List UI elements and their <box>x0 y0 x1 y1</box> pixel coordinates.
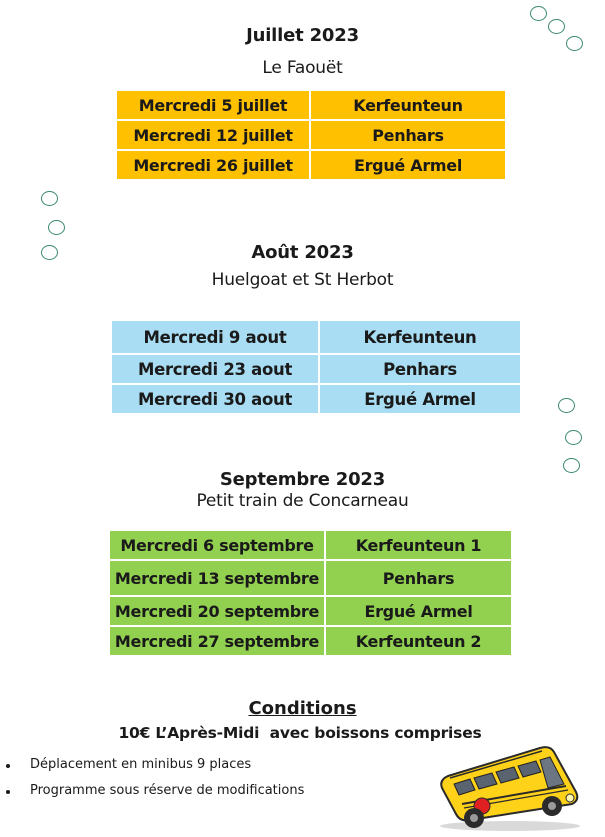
place-cell: Ergué Armel <box>310 150 506 180</box>
schedule-table-july <box>115 89 507 181</box>
conditions-title: Conditions <box>248 698 357 719</box>
table-row <box>116 90 506 120</box>
section-title-august: Août 2023 <box>251 242 354 263</box>
table-row <box>109 626 512 656</box>
table-row <box>111 354 521 384</box>
place-cell: Penhars <box>310 120 506 150</box>
list-item <box>0 752 304 778</box>
date-cell: Mercredi 6 septembre <box>109 530 325 560</box>
list-item <box>0 778 304 804</box>
place-cell: Ergué Armel <box>325 596 512 626</box>
place-cell: Ergué Armel <box>319 384 521 414</box>
table-row <box>111 320 521 354</box>
table-row <box>116 120 506 150</box>
date-cell: Mercredi 20 septembre <box>109 596 325 626</box>
date-cell: Mercredi 30 aout <box>111 384 319 414</box>
place-cell: Kerfeunteun 2 <box>325 626 512 656</box>
table-row <box>109 530 512 560</box>
place-cell: Kerfeunteun <box>310 90 506 120</box>
school-bus-icon <box>430 740 590 832</box>
table-row <box>109 560 512 596</box>
table-row <box>116 150 506 180</box>
date-cell: Mercredi 12 juillet <box>116 120 310 150</box>
date-cell: Mercredi 9 aout <box>111 320 319 354</box>
place-cell: Penhars <box>319 354 521 384</box>
list-item-text: Programme sous réserve de modifications <box>30 783 305 798</box>
bullet-icon <box>6 790 10 794</box>
table-row <box>111 384 521 414</box>
section-subtitle-september: Petit train de Concarneau <box>196 491 409 511</box>
decor-circle-icon <box>558 398 575 413</box>
place-cell: Kerfeunteun <box>319 320 521 354</box>
section-subtitle-august: Huelgoat et St Herbot <box>211 270 394 290</box>
section-title-july: Juillet 2023 <box>246 25 359 46</box>
bullet-icon <box>6 764 10 768</box>
decor-circle-icon <box>41 191 58 206</box>
decor-circle-icon <box>48 220 65 235</box>
section-subtitle-july: Le Faouët <box>262 58 343 78</box>
date-cell: Mercredi 23 aout <box>111 354 319 384</box>
place-cell: Kerfeunteun 1 <box>325 530 512 560</box>
decor-circle-icon <box>530 6 547 21</box>
schedule-table-september <box>108 529 513 657</box>
conditions-list <box>0 752 304 804</box>
date-cell: Mercredi 5 juillet <box>116 90 310 120</box>
date-cell: Mercredi 27 septembre <box>109 626 325 656</box>
schedule-table-august <box>110 319 522 415</box>
date-cell: Mercredi 26 juillet <box>116 150 310 180</box>
place-cell: Penhars <box>325 560 512 596</box>
date-cell: Mercredi 13 septembre <box>109 560 325 596</box>
list-item-text: Déplacement en minibus 9 places <box>30 757 252 772</box>
conditions-price: 10€ L’Après-Midi avec boissons comprises <box>118 724 482 742</box>
section-title-september: Septembre 2023 <box>219 469 386 490</box>
table-row <box>109 596 512 626</box>
decor-circle-icon <box>565 430 582 445</box>
